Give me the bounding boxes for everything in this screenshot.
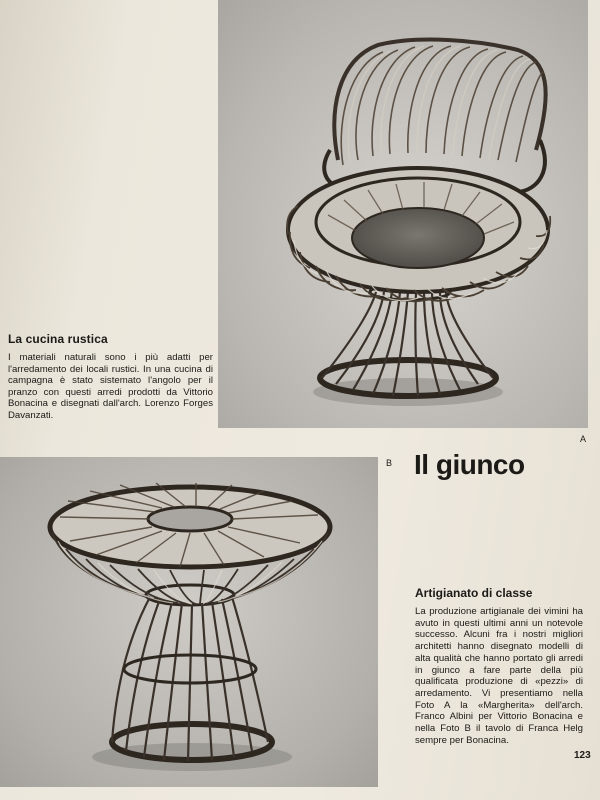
page-number: 123 <box>574 750 591 761</box>
article-body: La produzione artigianale dei vimini ha avuto in questi ultimi anni un notevole successo. Alcuni fra i nostri migliori architetti hanno disegnato modelli di alta qualità che hanno portato gli arredi in giunco a fare parte della più qualificata produzione di «pezzi» di arredamento. Vi presentiamo nella Foto A la «Margherita» dell'arch. Franco Albini per Vittorio Bonacina e nella Foto B il tavolo di Franca Helg sempre per Bonacina. <box>415 606 583 746</box>
armchair-icon <box>218 0 588 428</box>
caption-body: I materiali naturali sono i più adatti per l'arredamento dei locali rustici. In una cucina di campagna è stato sistemato l'angolo per il pranzo con questi arredi prodotti da Vittorio Bonacina e disegnati dall'arch. Lorenzo Forges Davanzati. <box>8 352 213 421</box>
photo-b-table <box>0 457 378 787</box>
article-title: Artigianato di classe <box>415 586 533 600</box>
table-icon <box>0 457 378 787</box>
caption-title: La cucina rustica <box>8 332 108 346</box>
photo-a-label: A <box>580 434 587 444</box>
photo-b-label: B <box>386 458 393 468</box>
photo-a-armchair <box>218 0 588 428</box>
section-title: Il giunco <box>414 449 525 480</box>
